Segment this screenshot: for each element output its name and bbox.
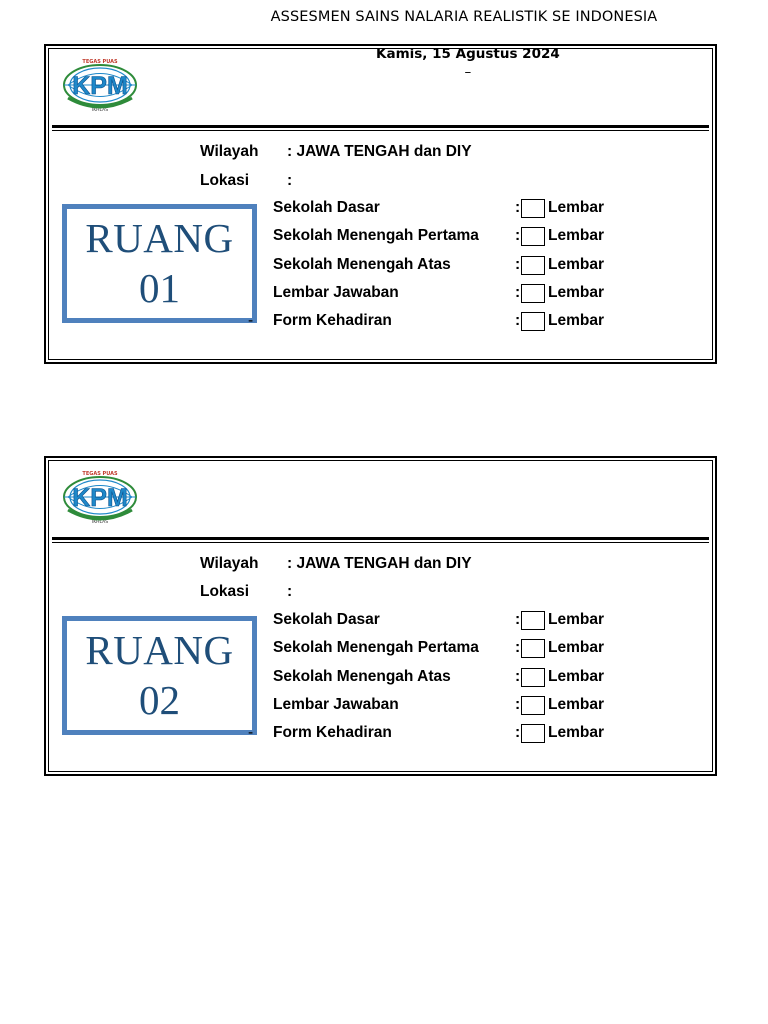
quantity-field[interactable] [521, 696, 545, 715]
location-value: : [287, 172, 293, 189]
svg-text:KPM: KPM [72, 72, 128, 100]
header-rule-thin [52, 130, 709, 131]
list-item: Lembar Jawaban : Lembar [273, 695, 604, 713]
event-date: Kamis, 15 Agustus 2024 – [376, 46, 560, 80]
svg-text:TEGAS PUAS: TEGAS PUAS [82, 471, 118, 477]
svg-text:IKHLAS: IKHLAS [91, 108, 109, 113]
region-label: Wilayah [200, 143, 259, 160]
room-number: 02 [139, 677, 180, 723]
region-value: : JAWA TENGAH dan DIY [287, 143, 472, 160]
list-item: Lembar Jawaban : Lembar [273, 283, 604, 301]
list-item: Sekolah Menengah Atas : Lembar [273, 667, 604, 685]
quantity-field[interactable] [521, 611, 545, 630]
svg-text:TEGAS PUAS: TEGAS PUAS [82, 59, 118, 65]
room-number: 01 [139, 265, 180, 311]
quantity-field[interactable] [521, 284, 545, 303]
quantity-field[interactable] [521, 227, 545, 246]
list-item: - Form Kehadiran : Lembar [248, 312, 604, 330]
quantity-field[interactable] [521, 256, 545, 275]
location-value: : [287, 583, 293, 600]
material-list [248, 196, 653, 337]
room-number-box [62, 204, 257, 323]
material-list [248, 608, 653, 749]
list-item: Sekolah Menengah Pertama : Lembar [273, 639, 604, 657]
quantity-field[interactable] [521, 312, 545, 331]
list-item: Sekolah Dasar : Lembar [273, 611, 604, 628]
kpm-logo-icon [60, 54, 140, 114]
quantity-field[interactable] [521, 668, 545, 687]
quantity-field[interactable] [521, 724, 545, 743]
kpm-logo-icon [60, 466, 140, 526]
room-number-box [62, 616, 257, 735]
header-rule [52, 125, 709, 128]
list-item: Sekolah Dasar : Lembar [273, 199, 604, 216]
quantity-field[interactable] [521, 639, 545, 658]
list-item: - Form Kehadiran : Lembar [248, 724, 604, 742]
svg-text:IKHLAS: IKHLAS [91, 520, 109, 525]
document-title: ASSESMEN SAINS NALARIA REALISTIK SE INDONESIA [270, 9, 658, 25]
region-label: Wilayah [200, 555, 259, 572]
room-word: RUANG [85, 627, 234, 673]
header-rule-thin [52, 542, 709, 543]
location-label: Lokasi [200, 583, 250, 600]
list-item: Sekolah Menengah Atas : Lembar [273, 255, 604, 273]
region-value: : JAWA TENGAH dan DIY [287, 555, 472, 572]
room-label-card-2 [44, 456, 717, 776]
room-label-card-1 [44, 44, 717, 364]
location-label: Lokasi [200, 172, 250, 189]
room-word: RUANG [85, 215, 234, 261]
quantity-field[interactable] [521, 199, 545, 218]
list-item: Sekolah Menengah Pertama : Lembar [273, 227, 604, 245]
svg-text:KPM: KPM [72, 484, 128, 512]
header-rule [52, 537, 709, 540]
